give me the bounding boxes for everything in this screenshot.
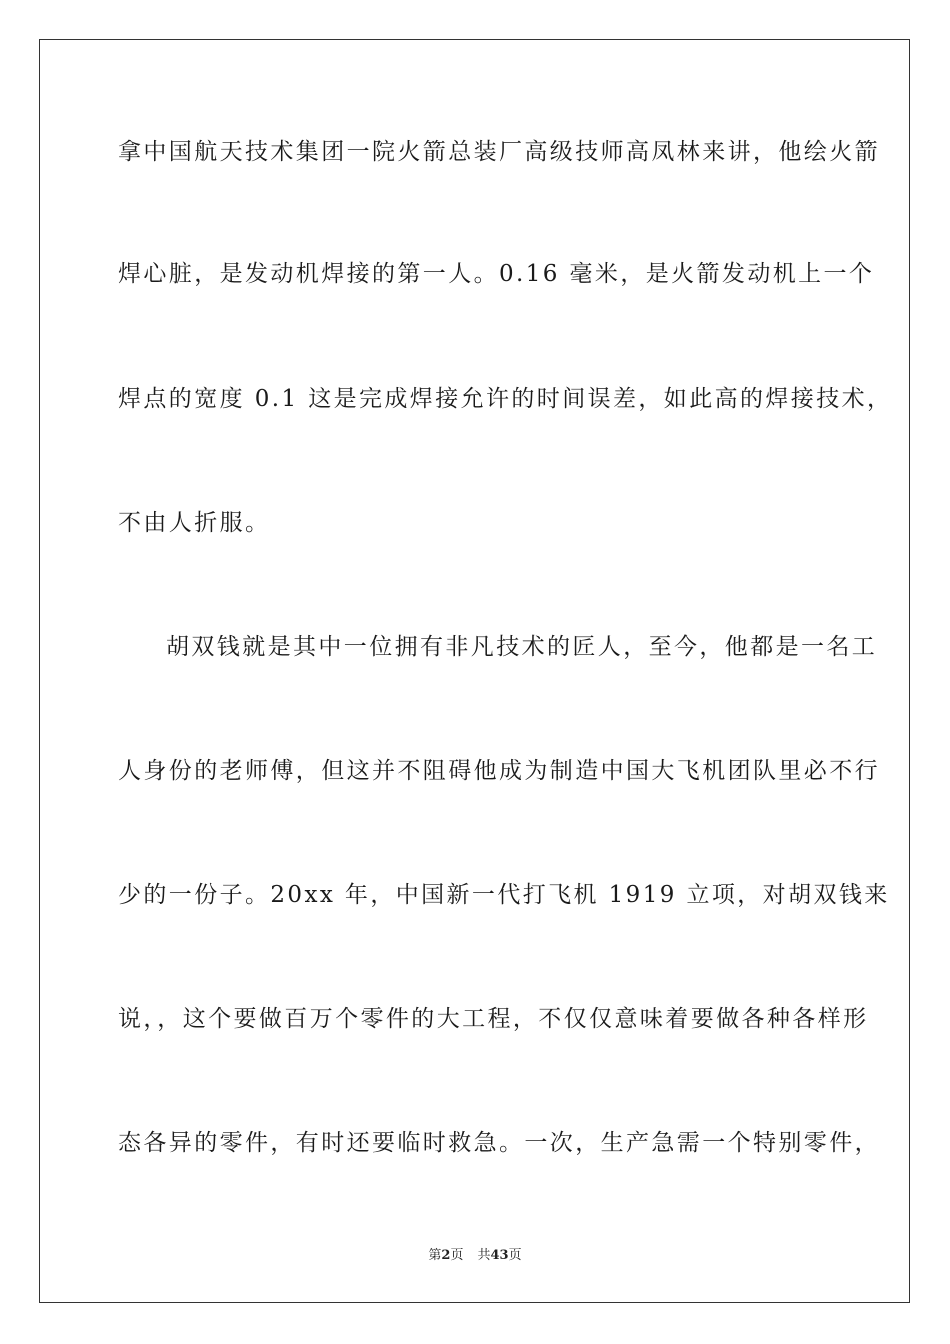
page-number: 2 xyxy=(441,1248,451,1263)
body-text-line: 焊点的宽度 0.1 这是完成焊接允许的时间误差，如此高的焊接技术， xyxy=(118,386,893,412)
page-footer xyxy=(0,1247,950,1265)
body-text-line: 焊心脏，是发动机焊接的第一人。0.16 毫米，是火箭发动机上一个 xyxy=(118,261,875,287)
page-border xyxy=(39,39,910,1303)
body-text-line: 拿中国航天技术集团一院火箭总装厂高级技师高凤林来讲，他绘火箭 xyxy=(118,139,880,165)
page-prefix: 第 xyxy=(428,1248,442,1263)
body-text-line: 态各异的零件，有时还要临时救急。一次，生产急需一个特别零件， xyxy=(118,1130,880,1156)
body-text-line: 少的一份子。20xx 年，中国新一代打飞机 1919 立项，对胡双钱来 xyxy=(118,882,890,908)
total-prefix: 共 xyxy=(477,1248,491,1263)
body-text-line: 说，，这个要做百万个零件的大工程，不仅仅意味着要做各种各样形 xyxy=(118,1006,869,1032)
total-suffix: 页 xyxy=(508,1248,522,1263)
body-text-line: 不由人折服。 xyxy=(118,510,271,536)
total-pages: 43 xyxy=(490,1248,509,1263)
page-suffix: 页 xyxy=(450,1248,464,1263)
body-text-line: 胡双钱就是其中一位拥有非凡技术的匠人，至今，他都是一名工 xyxy=(166,634,878,660)
body-text-line: 人身份的老师傅，但这并不阻碍他成为制造中国大飞机团队里必不行 xyxy=(118,758,880,784)
